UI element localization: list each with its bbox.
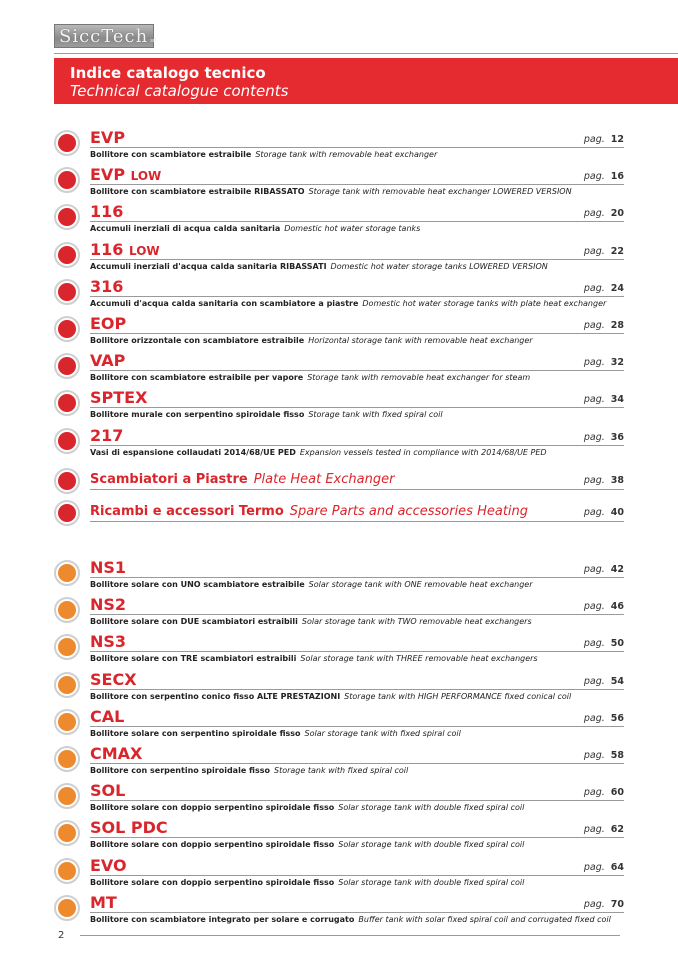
toc-entry[interactable] bbox=[54, 239, 624, 276]
entry-underline bbox=[90, 577, 624, 578]
entry-title bbox=[90, 857, 127, 875]
entry-title bbox=[90, 894, 117, 912]
description-italian: Bollitore con serpentino conico fisso ALTE PRESTAZIONI bbox=[90, 691, 341, 701]
pag-label: pag. bbox=[583, 712, 605, 724]
page-value: 12 bbox=[610, 134, 624, 145]
entry-title-text: Scambiatori a Piastre bbox=[90, 472, 248, 487]
page-value: 22 bbox=[610, 245, 624, 257]
description-italian: Accumuli d'acqua calda sanitaria con scambiatore a piastre bbox=[90, 298, 359, 308]
entry-title-text: 217 bbox=[90, 425, 124, 445]
description-english: Storage tank with fixed spiral coil bbox=[273, 766, 409, 775]
description-english: Solar storage tank with double fixed spiral coil bbox=[338, 840, 525, 850]
entry-title bbox=[90, 671, 137, 689]
page-value: 40 bbox=[610, 507, 624, 518]
description-italian: Vasi di espansione collaudati 2014/68/UE PED bbox=[90, 447, 296, 457]
entry-title-text: EVP bbox=[90, 165, 126, 185]
description-italian: Bollitore solare con doppio serpentino spiroidale fisso bbox=[90, 840, 335, 850]
icon-core bbox=[58, 472, 76, 490]
entry-title-suffix: LOW bbox=[130, 169, 162, 184]
description-italian: Accumuli inerziali d'acqua calda sanitaria RIBASSATI bbox=[90, 261, 327, 271]
pag-label: pag. bbox=[583, 675, 605, 687]
page-value: 20 bbox=[610, 208, 624, 220]
description-english: Horizontal storage tank with removable heat exchanger bbox=[308, 336, 533, 345]
pag-label: pag. bbox=[583, 134, 605, 145]
pag-label: pag. bbox=[583, 208, 605, 220]
icon-core bbox=[58, 638, 76, 656]
description-italian: Bollitore con scambiatore estraibile bbox=[90, 150, 252, 159]
entry-title bbox=[90, 503, 528, 521]
entry-underline bbox=[90, 689, 624, 690]
description-italian: Bollitore solare con TRE scambiatori estraibili bbox=[90, 654, 297, 664]
solar-product-icon bbox=[54, 858, 80, 884]
toc-entry[interactable] bbox=[54, 560, 624, 594]
description-english: Buffer tank with solar fixed spiral coil and corrugated fixed coil bbox=[358, 914, 611, 924]
page-ref bbox=[584, 713, 624, 724]
entry-title bbox=[90, 129, 125, 147]
description-italian: Bollitore solare con doppio serpentino spiroidale fisso bbox=[90, 877, 335, 887]
entry-title bbox=[90, 315, 126, 333]
entry-description bbox=[90, 729, 461, 738]
page-ref bbox=[584, 357, 624, 368]
entry-description bbox=[90, 410, 443, 419]
page-value: 54 bbox=[610, 675, 624, 687]
page-ref bbox=[584, 475, 624, 486]
pag-label: pag. bbox=[583, 475, 605, 486]
entry-underline bbox=[90, 651, 624, 652]
heating-product-icon bbox=[54, 428, 80, 454]
entry-underline bbox=[90, 726, 624, 727]
entry-description bbox=[90, 878, 524, 887]
icon-core bbox=[58, 246, 76, 264]
entry-title-text: EVP bbox=[90, 128, 126, 147]
entry-underline bbox=[90, 912, 624, 913]
pag-label: pag. bbox=[583, 394, 605, 406]
toc-entry[interactable] bbox=[54, 204, 624, 238]
icon-core bbox=[58, 824, 76, 842]
description-english: Solar storage tank with fixed spiral coil bbox=[304, 728, 461, 738]
icon-core bbox=[58, 283, 76, 301]
entry-description bbox=[90, 580, 532, 589]
solar-product-icon bbox=[54, 895, 80, 921]
entry-title-text: CMAX bbox=[90, 744, 143, 763]
description-english: Solar storage tank with ONE removable heat exchanger bbox=[308, 580, 533, 589]
bottom-divider bbox=[80, 935, 620, 936]
icon-core bbox=[58, 750, 76, 768]
description-italian: Bollitore con serpentino spiroidale fisso bbox=[90, 766, 270, 775]
entry-description bbox=[90, 654, 538, 663]
entry-underline bbox=[90, 614, 624, 615]
description-english: Domestic hot water storage tanks LOWERED VERSION bbox=[330, 261, 548, 271]
solar-product-icon bbox=[54, 820, 80, 846]
entry-title bbox=[90, 166, 161, 185]
description-english: Storage tank with HIGH PERFORMANCE fixed conical coil bbox=[344, 691, 572, 701]
entry-title-text: SOL bbox=[90, 781, 126, 801]
entry-underline bbox=[90, 147, 624, 148]
entry-underline bbox=[90, 445, 624, 446]
page-value: 38 bbox=[610, 475, 624, 486]
page-ref bbox=[584, 676, 624, 687]
description-italian: Bollitore solare con UNO scambiatore estraibile bbox=[90, 580, 305, 589]
entry-title bbox=[90, 745, 142, 763]
toc-entry[interactable] bbox=[54, 669, 624, 706]
entry-underline bbox=[90, 296, 624, 297]
entry-title-text: SOL PDC bbox=[90, 818, 168, 838]
description-italian: Bollitore con scambiatore integrato per solare e corrugato bbox=[90, 914, 355, 924]
toc-entry[interactable] bbox=[54, 130, 624, 164]
page-value: 24 bbox=[610, 282, 624, 294]
pag-label: pag. bbox=[583, 507, 605, 518]
toc-entry[interactable] bbox=[54, 597, 624, 631]
page-ref bbox=[584, 638, 624, 649]
entry-underline bbox=[90, 837, 624, 838]
icon-core bbox=[58, 564, 76, 582]
toc-entry[interactable] bbox=[54, 468, 624, 496]
entry-underline bbox=[90, 407, 624, 408]
icon-core bbox=[58, 208, 76, 226]
entry-title bbox=[90, 596, 126, 614]
icon-core bbox=[58, 504, 76, 522]
entry-description bbox=[90, 915, 611, 924]
entry-title-text: SECX bbox=[90, 669, 137, 689]
page-value: 36 bbox=[610, 431, 624, 443]
toc-entry[interactable] bbox=[54, 167, 624, 201]
entry-description bbox=[90, 224, 420, 233]
pag-label: pag. bbox=[583, 171, 605, 183]
entry-title-text: 116 bbox=[90, 239, 124, 259]
toc-entry[interactable] bbox=[54, 276, 624, 313]
description-english: Storage tank with removable heat exchanger for steam bbox=[307, 373, 531, 383]
description-italian: Bollitore solare con DUE scambiatori estraibili bbox=[90, 617, 298, 627]
pag-label: pag. bbox=[583, 824, 605, 836]
entry-description bbox=[90, 617, 532, 626]
entry-description bbox=[90, 373, 530, 382]
entry-title-text: SPTEX bbox=[90, 388, 148, 408]
description-italian: Bollitore con scambiatore estraibile per vapore bbox=[90, 373, 304, 383]
entry-description bbox=[90, 262, 548, 271]
heating-product-icon bbox=[54, 353, 80, 379]
page-ref bbox=[584, 750, 624, 761]
solar-product-icon bbox=[54, 560, 80, 586]
entry-underline bbox=[90, 259, 624, 260]
page-value: 32 bbox=[610, 357, 624, 369]
heating-product-icon bbox=[54, 468, 80, 494]
entry-underline bbox=[90, 221, 624, 222]
entry-title bbox=[90, 203, 123, 221]
entry-title bbox=[90, 633, 126, 651]
icon-core bbox=[58, 862, 76, 880]
heating-product-icon bbox=[54, 242, 80, 268]
entry-description bbox=[90, 448, 547, 457]
toc-entry[interactable] bbox=[54, 634, 624, 668]
page-ref bbox=[584, 824, 624, 835]
entry-description bbox=[90, 840, 524, 849]
description-italian: Bollitore solare con doppio serpentino spiroidale fisso bbox=[90, 803, 335, 813]
page-value: 56 bbox=[610, 712, 624, 724]
page-ref bbox=[584, 171, 624, 182]
entry-title-text: NS2 bbox=[90, 595, 127, 615]
icon-core bbox=[58, 713, 76, 731]
entry-underline bbox=[90, 875, 624, 876]
description-italian: Bollitore murale con serpentino spiroidale fisso bbox=[90, 410, 305, 420]
page-value: 42 bbox=[610, 564, 624, 575]
pag-label: pag. bbox=[583, 431, 605, 443]
entry-description bbox=[90, 150, 437, 159]
pag-label: pag. bbox=[583, 638, 605, 650]
page-number: 2 bbox=[58, 930, 65, 941]
page-ref bbox=[584, 394, 624, 405]
page-value: 58 bbox=[610, 750, 624, 761]
entry-underline bbox=[90, 370, 624, 371]
page-ref bbox=[584, 862, 624, 873]
entry-title-english: Spare Parts and accessories Heating bbox=[289, 504, 529, 519]
page-value: 62 bbox=[610, 824, 624, 836]
page-value: 34 bbox=[610, 394, 624, 406]
description-english: Solar storage tank with double fixed spiral coil bbox=[338, 803, 525, 813]
heating-product-icon bbox=[54, 204, 80, 230]
heating-product-icon bbox=[54, 167, 80, 193]
entry-underline bbox=[90, 763, 624, 764]
page-value: 46 bbox=[610, 601, 624, 613]
page-value: 28 bbox=[610, 320, 624, 331]
entry-title-text: 316 bbox=[90, 276, 124, 296]
pag-label: pag. bbox=[583, 245, 605, 257]
page-value: 16 bbox=[610, 171, 624, 183]
pag-label: pag. bbox=[583, 750, 605, 761]
entry-underline bbox=[90, 489, 624, 490]
pag-label: pag. bbox=[583, 320, 605, 331]
solar-product-icon bbox=[54, 634, 80, 660]
entry-title-text: VAP bbox=[90, 351, 126, 371]
entry-title bbox=[90, 559, 126, 577]
page-value: 64 bbox=[610, 861, 624, 873]
description-italian: Bollitore solare con serpentino spiroidale fisso bbox=[90, 728, 301, 738]
entry-description bbox=[90, 766, 408, 775]
icon-core bbox=[58, 787, 76, 805]
entry-underline bbox=[90, 333, 624, 334]
description-italian: Bollitore con scambiatore estraibile RIBASSATO bbox=[90, 187, 305, 197]
icon-core bbox=[58, 432, 76, 450]
entry-description bbox=[90, 299, 606, 308]
pag-label: pag. bbox=[583, 601, 605, 613]
page-value: 70 bbox=[610, 898, 624, 910]
icon-core bbox=[58, 394, 76, 412]
title-italian: Indice catalogo tecnico bbox=[70, 64, 266, 82]
toc-entry[interactable] bbox=[54, 353, 624, 387]
description-english: Solar storage tank with THREE removable heat exchangers bbox=[300, 654, 538, 664]
pag-label: pag. bbox=[583, 357, 605, 369]
description-english: Storage tank with fixed spiral coil bbox=[308, 410, 443, 420]
entry-title bbox=[90, 278, 123, 296]
description-english: Domestic hot water storage tanks with plate heat exchanger bbox=[362, 298, 607, 308]
solar-product-icon bbox=[54, 709, 80, 735]
toc-entry[interactable] bbox=[54, 855, 624, 892]
entry-title bbox=[90, 471, 394, 489]
toc-entry[interactable] bbox=[54, 783, 624, 817]
entry-underline bbox=[90, 521, 624, 522]
heating-product-icon bbox=[54, 279, 80, 305]
entry-title bbox=[90, 352, 125, 370]
toc-entry[interactable] bbox=[54, 746, 624, 780]
pag-label: pag. bbox=[583, 282, 605, 294]
toc-entry[interactable] bbox=[54, 706, 624, 743]
icon-core bbox=[58, 601, 76, 619]
pag-label: pag. bbox=[583, 861, 605, 873]
page-ref bbox=[584, 246, 624, 257]
header-banner bbox=[54, 58, 678, 104]
logo-text: SiccTech bbox=[59, 25, 149, 47]
page-value: 50 bbox=[610, 638, 624, 650]
description-english: Domestic hot water storage tanks bbox=[284, 224, 421, 234]
page-ref bbox=[584, 283, 624, 294]
icon-core bbox=[58, 134, 76, 152]
heating-product-icon bbox=[54, 390, 80, 416]
page-ref bbox=[584, 507, 624, 518]
page-ref bbox=[584, 432, 624, 443]
entry-title-text: MT bbox=[90, 892, 117, 912]
toc-entry[interactable] bbox=[54, 892, 624, 929]
entry-title bbox=[90, 782, 125, 800]
heating-product-icon bbox=[54, 500, 80, 526]
entry-title-text: Ricambi e accessori Termo bbox=[90, 504, 284, 519]
entry-description bbox=[90, 187, 572, 196]
entry-title-text: CAL bbox=[90, 706, 125, 726]
page-value: 60 bbox=[610, 787, 624, 799]
solar-product-icon bbox=[54, 597, 80, 623]
pag-label: pag. bbox=[583, 787, 605, 799]
solar-product-icon bbox=[54, 672, 80, 698]
entry-title bbox=[90, 819, 168, 837]
logo-tm: srl bbox=[150, 38, 157, 44]
icon-core bbox=[58, 899, 76, 917]
toc-entry[interactable] bbox=[54, 390, 624, 424]
entry-title-suffix: LOW bbox=[128, 243, 160, 258]
toc-entry[interactable] bbox=[54, 425, 624, 462]
icon-core bbox=[58, 676, 76, 694]
icon-core bbox=[58, 320, 76, 338]
page-ref bbox=[584, 320, 624, 331]
top-divider bbox=[54, 53, 678, 54]
entry-title-english: Plate Heat Exchanger bbox=[253, 472, 395, 487]
entry-description bbox=[90, 803, 524, 812]
page-ref bbox=[584, 787, 624, 798]
toc-entry[interactable] bbox=[54, 316, 624, 350]
entry-title-text: NS1 bbox=[90, 558, 127, 577]
title-english: Technical catalogue contents bbox=[70, 82, 289, 100]
entry-title-text: EVO bbox=[90, 855, 127, 875]
page-ref bbox=[584, 208, 624, 219]
entry-description bbox=[90, 692, 571, 701]
icon-core bbox=[58, 357, 76, 375]
description-english: Storage tank with removable heat exchanger bbox=[255, 150, 438, 159]
description-italian: Bollitore orizzontale con scambiatore estraibile bbox=[90, 336, 305, 345]
page-ref bbox=[584, 899, 624, 910]
icon-core bbox=[58, 171, 76, 189]
entry-description bbox=[90, 336, 533, 345]
entry-title-text: 116 bbox=[90, 202, 124, 222]
entry-title-text: NS3 bbox=[90, 632, 127, 652]
solar-product-icon bbox=[54, 783, 80, 809]
heating-product-icon bbox=[54, 316, 80, 342]
description-english: Solar storage tank with TWO removable heat exchangers bbox=[301, 617, 532, 627]
entry-title bbox=[90, 427, 123, 445]
pag-label: pag. bbox=[583, 898, 605, 910]
description-english: Expansion vessels tested in compliance with 2014/68/UE PED bbox=[299, 447, 547, 457]
company-logo bbox=[54, 24, 157, 48]
description-english: Solar storage tank with double fixed spiral coil bbox=[338, 877, 525, 887]
page-ref bbox=[584, 564, 624, 575]
entry-title-text: EOP bbox=[90, 314, 127, 333]
solar-product-icon bbox=[54, 746, 80, 772]
description-italian: Accumuli inerziali di acqua calda sanitaria bbox=[90, 224, 281, 234]
entry-underline bbox=[90, 800, 624, 801]
page-ref bbox=[584, 601, 624, 612]
entry-title bbox=[90, 241, 160, 260]
toc-entry[interactable] bbox=[54, 820, 624, 854]
heating-product-icon bbox=[54, 130, 80, 156]
toc-entry[interactable] bbox=[54, 500, 624, 528]
entry-title bbox=[90, 389, 147, 407]
entry-underline bbox=[90, 184, 624, 185]
entry-title bbox=[90, 708, 124, 726]
description-english: Storage tank with removable heat exchanger LOWERED VERSION bbox=[308, 187, 572, 197]
page-ref bbox=[584, 134, 624, 145]
pag-label: pag. bbox=[583, 564, 605, 575]
